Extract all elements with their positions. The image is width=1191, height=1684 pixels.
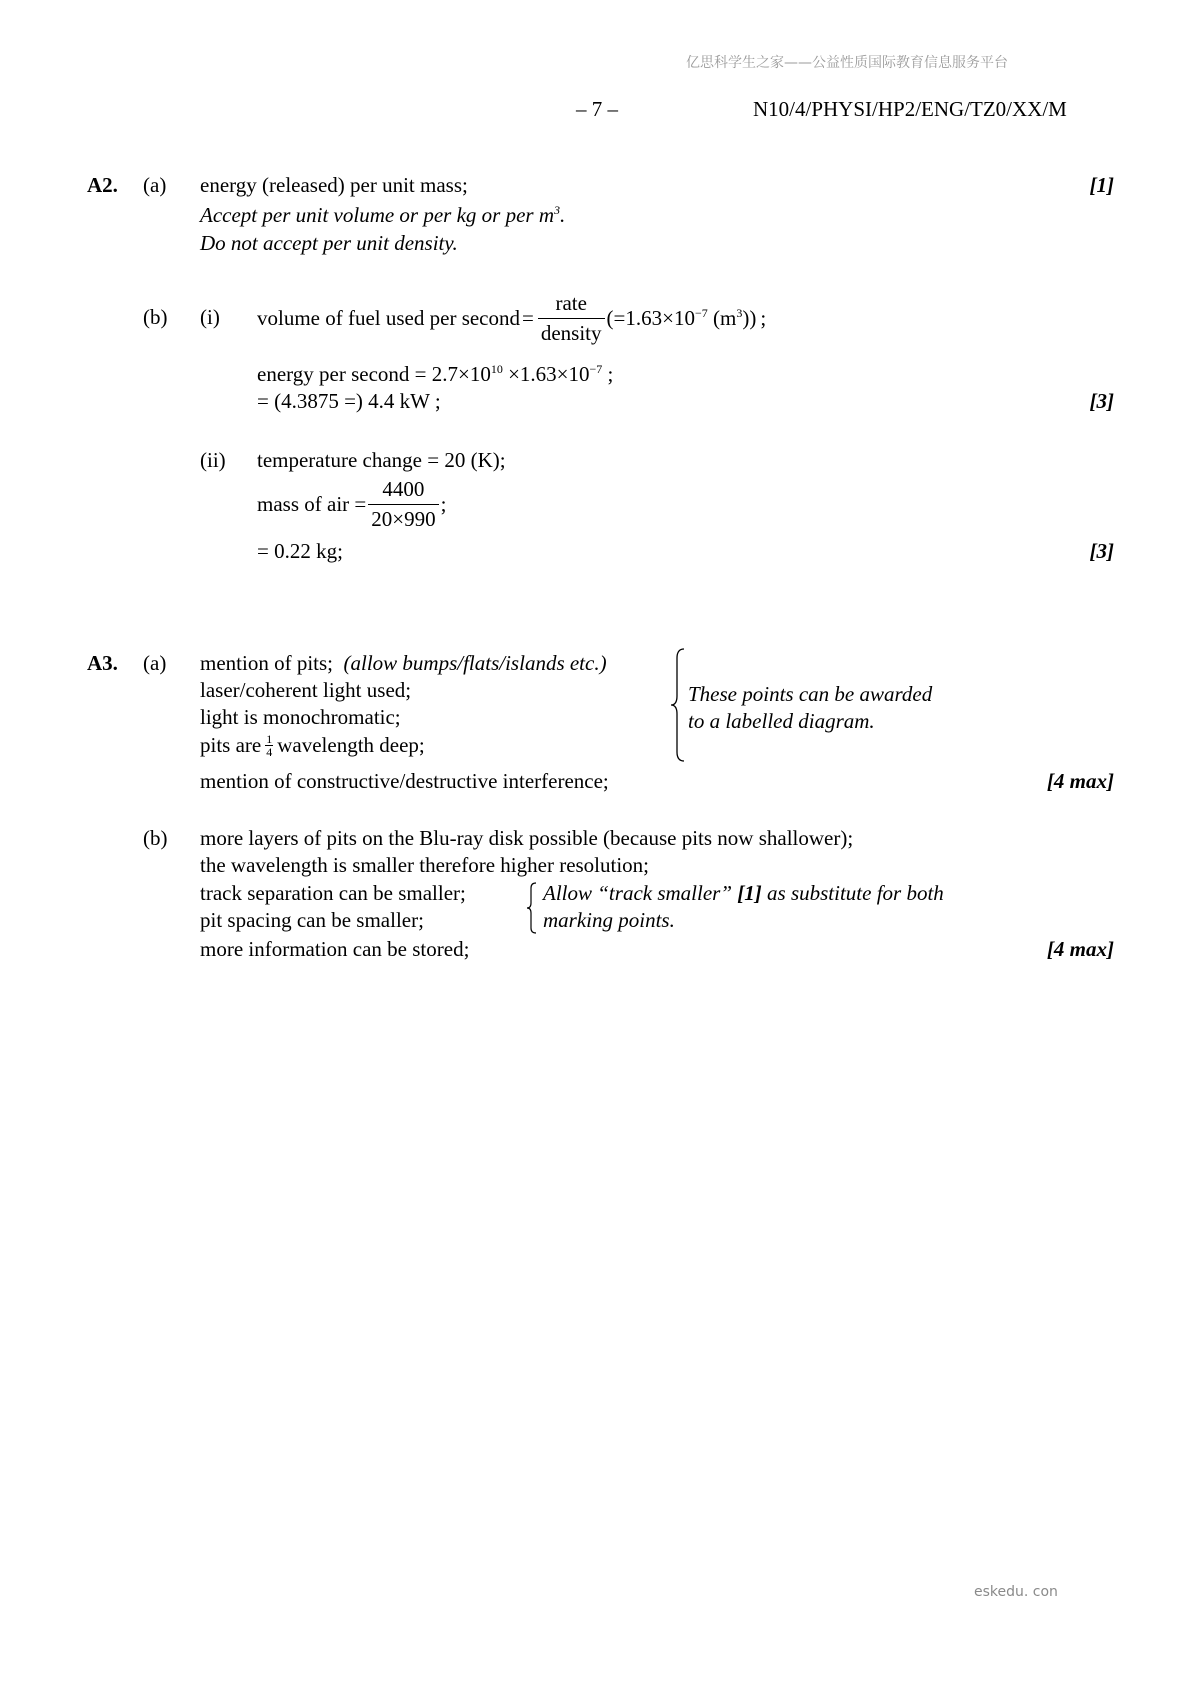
a3a-line5: mention of constructive/destructive interference;	[200, 769, 609, 793]
a3a-line1: mention of pits; (allow bumps/flats/islands etc.)	[200, 651, 607, 675]
a2a-line3: Do not accept per unit density.	[200, 231, 458, 255]
fraction-denominator: 4	[266, 745, 273, 759]
a2bi-line1-text: volume of fuel used per second	[257, 305, 521, 330]
a2a-line1: energy (released) per unit mass;	[200, 173, 468, 197]
a3-part-b: (b)	[143, 826, 168, 850]
watermark-text: 亿思科学生之家——公益性质国际教育信息服务平台	[686, 55, 1008, 71]
a2a-line2-end: .	[560, 203, 566, 227]
a2bii-line3: = 0.22 kg;	[257, 539, 343, 563]
a3b-note2: marking points.	[543, 908, 675, 932]
a3b-note1: Allow “track smaller” [1] as substitute for both	[543, 881, 944, 905]
a2bi-line3: = (4.3875 =) 4.4 kW ;	[257, 389, 441, 413]
a2bi-paren-value: ($=1.63\times 10^{-7}$ $(m^3)$)	[606, 305, 757, 330]
fraction-numerator: 4400	[368, 477, 438, 504]
a2bii-line2-text: mass of air =	[257, 491, 367, 516]
a3a-line2: laser/coherent light used;	[200, 678, 412, 702]
fraction-denominator: 20×990	[371, 506, 436, 531]
a2bii-sub: (ii)	[200, 448, 226, 472]
a3b-line5: more information can be stored;	[200, 937, 470, 961]
a3a-line1-note: (allow bumps/flats/islands etc.)	[343, 651, 607, 675]
a2a-marks: [1]	[1089, 173, 1114, 197]
paper-code: N10/4/PHYSI/HP2/ENG/TZ0/XX/M	[753, 97, 1067, 121]
mass-fraction	[368, 477, 438, 530]
question-label-a2: A2.	[87, 173, 118, 197]
fraction-numerator: 1	[266, 732, 273, 746]
fraction-denominator: density	[540, 320, 602, 345]
a3-part-a: (a)	[143, 651, 167, 675]
a2-part-b: (b)	[143, 305, 168, 329]
a3a-brace-note1: These points can be awarded	[688, 682, 933, 706]
a2bii-line2-end: ;	[440, 491, 447, 516]
footer-site-text: eskedu. con	[974, 1584, 1058, 1600]
a2bii-line2	[257, 472, 446, 536]
a2bi-line2: energy per second = $2.7\times 10^{10} \times 1.63\times 10^{-7}$ ;	[257, 362, 614, 386]
fraction-numerator: rate	[538, 291, 605, 318]
curly-brace-icon	[526, 882, 538, 934]
a2bi-eq: =	[522, 305, 534, 330]
a3b-line4: pit spacing can be smaller;	[200, 908, 424, 932]
a3a-line3: light is monochromatic;	[200, 705, 401, 729]
a3b-line3: track separation can be smaller;	[200, 881, 466, 905]
a3b-line2: the wavelength is smaller therefore higher resolution;	[200, 853, 650, 877]
a2a-line2-unit: m	[538, 203, 555, 227]
a2a-line2-exp: 3	[554, 203, 561, 217]
a2a-line2-text: Accept per unit volume or per kg or per	[200, 203, 534, 227]
a2a-line2	[200, 203, 565, 227]
a3a-brace-note2: to a labelled diagram.	[688, 709, 875, 733]
a2bi-marks: [3]	[1089, 389, 1114, 413]
a3b-marks: [4 max]	[1046, 937, 1114, 961]
a3b-note1-mark: [1]	[737, 881, 762, 905]
a3b-line1: more layers of pits on the Blu-ray disk possible (because pits now shallower);	[200, 826, 854, 850]
page-number: – 7 –	[576, 97, 618, 121]
a2bi-line1	[257, 285, 766, 351]
quarter-fraction	[265, 733, 273, 758]
curly-brace-icon	[670, 648, 686, 762]
a2bii-line1: temperature change = 20 (K);	[257, 448, 506, 472]
a2bi-sub: (i)	[200, 305, 220, 329]
a2bi-semicolon: ;	[760, 305, 767, 330]
question-label-a3: A3.	[87, 651, 118, 675]
rate-density-fraction	[538, 291, 605, 344]
a3a-marks: [4 max]	[1046, 769, 1114, 793]
a2-part-a: (a)	[143, 173, 167, 197]
a2bii-marks: [3]	[1089, 539, 1114, 563]
a3a-line4: pits are $\frac{1}{4}$ wavelength deep;	[200, 732, 425, 759]
